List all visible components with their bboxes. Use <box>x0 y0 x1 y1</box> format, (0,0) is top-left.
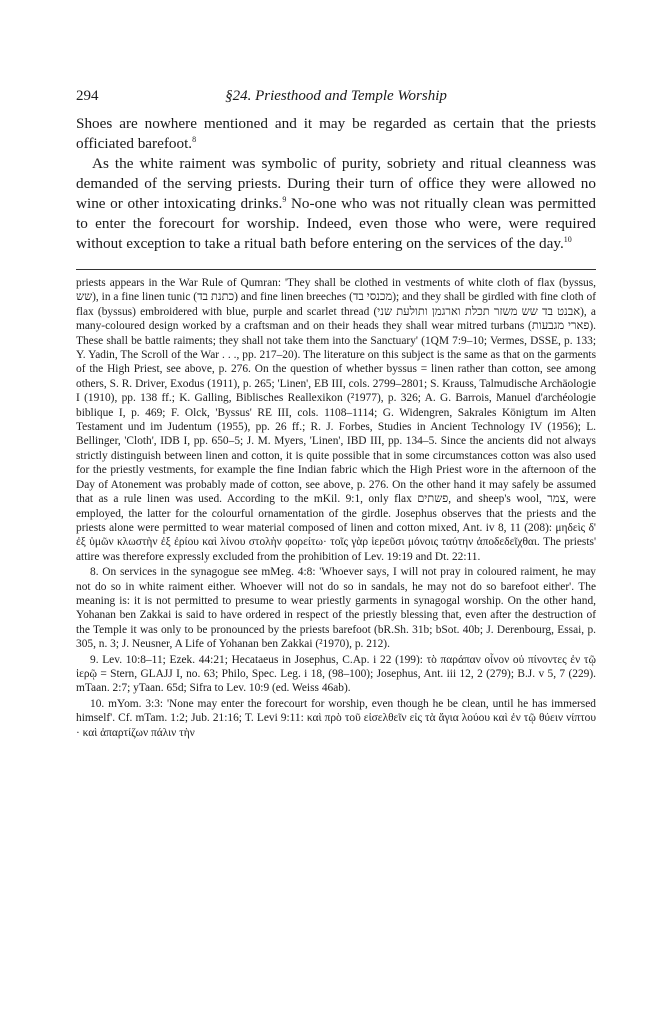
main-paragraph-text: As the white raiment was symbolic of purity, sobriety and ritual cleanness was demanded of the serving priests. During their turn of office they were allowed no wine or other intoxicating drinks. <box>76 155 596 212</box>
footnote-10: 10. mYom. 3:3: 'None may enter the forecourt for worship, even though he be clean, until he has immersed himself'. Cf. mTam. 1:2; Jub. 21:16; T. Levi 9:11: καὶ πρὸ τοῦ εἰσελθεῖν εἰς τὰ ἅγια λούου καὶ ἐν τῷ θύειν νίπτου · καὶ ἀπαρτίζων πάλιν τὴν <box>76 697 596 739</box>
footnote-divider <box>76 269 596 270</box>
footnotes <box>76 276 596 740</box>
footnote-ref: 8 <box>192 134 197 144</box>
footnote-9: 9. Lev. 10:8–11; Ezek. 44:21; Hecataeus in Josephus, C.Ap. i 22 (199): τὸ παράπαν οἶνον οὐ πίνοντες ἐν τῷ ἱερῷ = Stern, GLAJJ I, no. 63; Philo, Spec. Leg. i 18, (98–100); Josephus, Ant. iii 12, 2 (279); B.J. v 5, 7 (229). mTaan. 2:7; yTaan. 65d; Sifra to Lev. 10:9 (ed. Weiss 46ab). <box>76 653 596 695</box>
footnote-7-continued: priests appears in the War Rule of Qumran: 'They shall be clothed in vestments of white cloth of flax (byssus, שש), in a fine linen tunic (כתנת בד) and fine linen breeches (מכנסי בד); and they shall be girdled with fine cloth of flax (byssus) embroidered with blue, purple and scarlet thread (אבנט בד שש משזר תכלת וארגמן ותולעת שני), a many-coloured design worked by a craftsman and on their heads they shall wear mitred turbans (פארי מגבעות). These shall be battle raiments; they shall not take them into the Sanctuary' (1QM 7:9–10; Vermes, DSSE, p. 133; Y. Yadin, The Scroll of the War . . ., pp. 217–20). The literature on this subject is the same as that on the garments of the High Priest, see above, p. 276. On the question of whether byssus = linen rather than cotton, see among others, S. R. Driver, Exodus (1911), p. 265; 'Linen', EB III, cols. 2799–2801; S. Krauss, Talmudische Archäologie I (1910), pp. 138 ff.; K. Galling, Biblisches Reallexikon (²1977), p. 326; A. G. Barrois, Manuel d'archéologie biblique I, p. 469; F. Olck, 'Byssus' RE III, cols. 1108–1114; G. Widengren, Sakrales Königtum im Alten Testament und im Judentum (1955), pp. 26 ff.; R. J. Forbes, Studies in Ancient Technology IV (1956); L. Bellinger, 'Cloth', IDB I, pp. 650–5; J. M. Myers, 'Linen', IBD III, pp. 134–5. Since the ancients did not always strictly distinguish between linen and cotton, it is quite possible that in some circumstances cotton was also used for the priestly vestments, for example the fine Indian fabric which the High Priest wore in the afternoon of the Day of Atonement was probably made of cotton, see above, p. 276. On the other hand it may safely be assumed that as a rule linen was used. According to the mKil. 9:1, only flax פשתים, and sheep's wool, צמר, were employed, the latter for the colourful ornamentation of the girdle. Josephus observes that the priests and the priests alone were permitted to wear material composed of linen and cotton mixed, Ant. iv 8, 11 (208): μηδεὶς δ' ἐξ ὑμῶν κλωστὴν ἐξ ἐρίου καὶ λίνου στολὴν φορείτω· τοῖς γὰρ ἱερεῦσι μόνοις ταύτην ἀποδεδεῖχθαι. The priests' attire was therefore expressly excluded from the prohibition of Lev. 19:19 and Dt. 22:11. <box>76 277 597 563</box>
running-header <box>76 88 596 108</box>
footnote-ref: 10 <box>563 234 572 244</box>
main-paragraph <box>76 114 596 154</box>
main-paragraph-text: Shoes are nowhere mentioned and it may be regarded as certain that the priests officiated barefoot. <box>76 115 596 152</box>
main-text <box>76 114 596 254</box>
footnote-ref: 9 <box>282 194 287 204</box>
main-paragraph-text: No-one who was not ritually clean was permitted to enter the forecourt for worship. Indeed, even those who were, were required without exception to take a ritual bath before entering on the services of the day. <box>76 195 596 252</box>
page-number: 294 <box>76 88 99 104</box>
main-paragraph <box>76 154 596 254</box>
footnote-8: 8. On services in the synagogue see mMeg. 4:8: 'Whoever says, I will not pray in coloured raiment, he may not do so in white raiment either. Whoever will not do so in sandals, he may not do so barefoot either'. The meaning is: it is not permitted to presume to wear priestly garments in synagogal worship. On the other hand, Yohanan ben Zakkai is said to have ordered in respect of the priestly blessing that, even after the destruction of the Temple it was only to be pronounced by the priests barefoot (bR.Sh. 31b; bSot. 40b; J. Derenbourg, Essai, p. 305, n. 3; J. Neusner, A Life of Yohanan ben Zakkai (²1970), p. 212). <box>76 566 596 651</box>
running-title: §24. Priesthood and Temple Worship <box>225 88 447 104</box>
